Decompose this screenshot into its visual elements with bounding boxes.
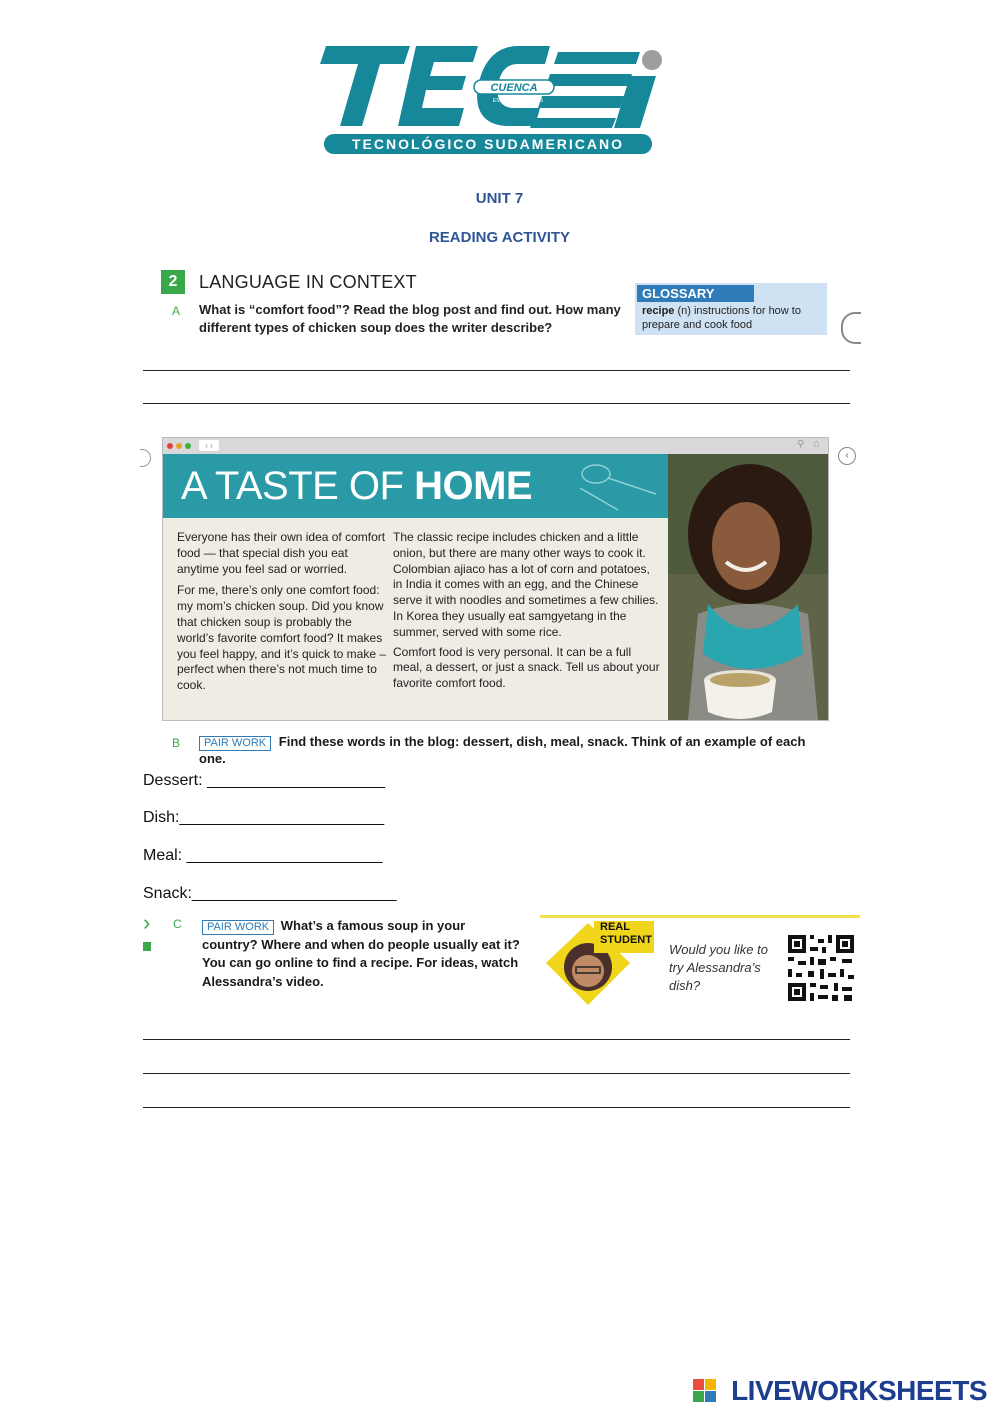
section-b-instruction (199, 734, 819, 767)
page-edge-left-icon (140, 449, 151, 467)
liveworksheets-brand: LIVEWORKSHEETS (731, 1375, 987, 1406)
glossary-definition: (n) instructions for how to prepare and cook food (642, 305, 801, 331)
answer-line-a2[interactable] (143, 403, 850, 404)
section-b-text: Find these words in the blog: dessert, dish, meal, snack. Think of an example of each one. (199, 734, 806, 766)
logo-sub: CUENCA (490, 82, 538, 94)
glossary-word: recipe (642, 305, 675, 317)
meal-field[interactable]: Meal: ______________________ (143, 847, 383, 864)
blog-title-bold: HOME (414, 464, 533, 508)
unit-title: UNIT 7 (475, 190, 524, 207)
glossary-entry (642, 304, 824, 332)
glossary-box (635, 283, 827, 335)
section-c-text: What’s a famous soup in your country? Where and when do people usually eat it? You can go online to find a recipe. For ideas, watch Alessandra’s video. (202, 918, 520, 989)
page-edge-arc-icon (841, 312, 861, 344)
real-student-panel (540, 915, 860, 1007)
blog-banner (163, 454, 668, 518)
home-icon[interactable]: ⌂ (813, 438, 820, 450)
section-c-letter: C (173, 917, 182, 931)
answer-line-a1[interactable] (143, 370, 850, 371)
section-number: 2 (161, 270, 185, 294)
panel-rule (540, 915, 860, 918)
question-a-letter: A (172, 304, 181, 318)
tec-logo (318, 42, 678, 157)
snack-field[interactable]: Snack:_______________________ (143, 885, 397, 902)
glossary-title: GLOSSARY (637, 285, 754, 302)
blog-column-2 (393, 530, 661, 692)
logo-established: ESTABLECIDO · 1995 (492, 98, 544, 104)
blog-column-1 (177, 530, 387, 694)
question-a-text: What is “comfort food”? Read the blog post and find out. How many different types of chicken soup does the writer describe? (199, 302, 621, 335)
answer-line-c1[interactable] (143, 1039, 850, 1040)
browser-bar (163, 438, 828, 454)
chevron-right-icon: › (143, 910, 151, 935)
section-b-letter: B (172, 736, 181, 750)
answer-line-c3[interactable] (143, 1107, 850, 1108)
spoon-fork-icon (568, 458, 663, 514)
dessert-field[interactable]: Dessert: ____________________ (143, 772, 385, 789)
chevron-left-icon[interactable]: ‹ (838, 447, 856, 465)
blog-title (181, 464, 532, 509)
pair-work-badge: PAIR WORK (202, 920, 274, 935)
real-student-label: REAL STUDENT (600, 921, 652, 946)
blog-post (162, 437, 829, 721)
answer-line-c2[interactable] (143, 1073, 850, 1074)
blog-paragraph: For me, there’s only one comfort food: my mom’s chicken soup. Did you know that chicken soup is probably the world’s favorite comfort food? It makes you feel happy, and it’s quick to make – perfect when there’s not much time to cook. (177, 583, 387, 693)
section-title: LANGUAGE IN CONTEXT (199, 272, 417, 292)
woman-with-soup-photo (668, 454, 828, 720)
real-student-prompt: Would you like to try Alessandra’s dish? (669, 942, 768, 993)
blog-paragraph: Everyone has their own idea of comfort food — that special dish you eat anytime you feel sad or worried. (177, 530, 386, 576)
blog-paragraph: Comfort food is very personal. It can be a full meal, a dessert, or just a snack. Tell us about your favorite comfort food. (393, 644, 660, 691)
dish-field[interactable]: Dish:_______________________ (143, 809, 385, 826)
maximize-dot-icon (185, 443, 191, 449)
marker-icon (143, 942, 151, 951)
liveworksheets-logo-icon (693, 1379, 717, 1403)
qr-code-icon[interactable] (786, 933, 856, 1003)
blog-title-light: A TASTE OF (181, 464, 415, 508)
activity-title: READING ACTIVITY (428, 229, 571, 246)
search-icon[interactable]: ⚲ (797, 439, 805, 450)
pair-work-badge: PAIR WORK (199, 736, 271, 751)
blog-paragraph: The classic recipe includes chicken and a little onion, but there are many other ways to cook it. Colombian ajiaco has a lot of corn and potatoes, in India it comes with an egg, and the Chinese serve it with noodles and sometimes a few chilies. In Korea they usually eat samgyetang in the summer, served with some rice. (393, 530, 659, 639)
logo-tagline: TECNOLÓGICO SUDAMERICANO (352, 136, 624, 152)
nav-arrows-icon[interactable]: ‹ › (199, 440, 219, 451)
close-dot-icon (167, 443, 173, 449)
section-c-instruction (202, 917, 522, 991)
minimize-dot-icon (176, 443, 182, 449)
